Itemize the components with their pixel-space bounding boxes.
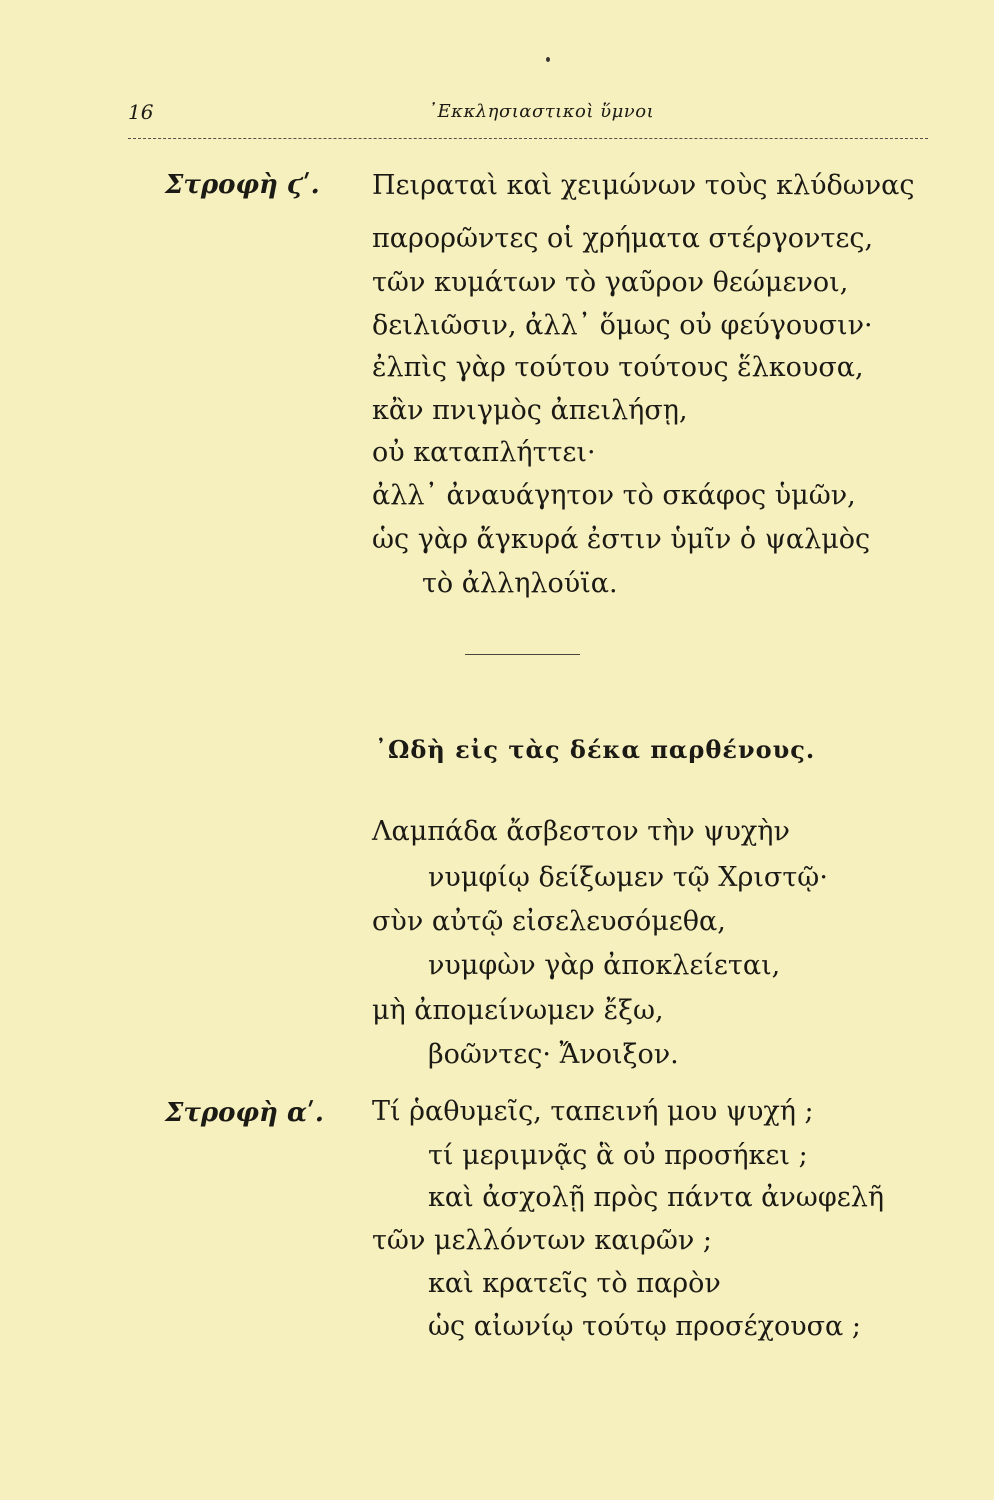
verse-line: τῶν κυμάτων τὸ γαῦρον θεώμενοι, bbox=[372, 267, 849, 298]
verse-line: καὶ ἀσχολῇ πρὸς πάντα ἀνωφελῆ bbox=[428, 1182, 884, 1213]
verse-line: ὡς αἰωνίῳ τούτῳ προσέχουσα ; bbox=[428, 1311, 861, 1342]
strophe-6-label: Στροφὴ ϛʹ. bbox=[165, 170, 320, 200]
verse-line: Τί ῥαθυμεῖς, ταπεινή μου ψυχή ; bbox=[372, 1096, 814, 1127]
page-number: 16 bbox=[128, 100, 154, 124]
verse-line: παρορῶντες οἱ χρήματα στέργοντες, bbox=[372, 223, 874, 254]
verse-line: τί μεριμνᾷς ἃ οὐ προσήκει ; bbox=[428, 1140, 808, 1171]
verse-line: νυμφίῳ δείξωμεν τῷ Χριστῷ· bbox=[428, 862, 828, 893]
verse-line: τὸ ἀλληλούϊα. bbox=[422, 568, 618, 599]
verse-line: Λαμπάδα ἄσβεστον τὴν ψυχὴν bbox=[372, 816, 790, 847]
ode-heading: ᾿Ωδὴ εἰς τὰς δέκα παρθένους. bbox=[375, 735, 816, 764]
verse-line: μὴ ἀπομείνωμεν ἔξω, bbox=[372, 995, 664, 1026]
verse-line: καὶ κρατεῖς τὸ παρὸν bbox=[428, 1268, 721, 1299]
verse-line: ἀλλ᾿ ἀναυάγητον τὸ σκάφος ὑμῶν, bbox=[372, 480, 856, 511]
ink-speck-mark bbox=[546, 57, 550, 62]
verse-line: σὺν αὐτῷ εἰσελευσόμεθα, bbox=[372, 906, 726, 937]
verse-line: βοῶντες· Ἄνοιξον. bbox=[428, 1039, 679, 1070]
verse-line: τῶν μελλόντων καιρῶν ; bbox=[372, 1225, 713, 1256]
verse-line: δειλιῶσιν, ἀλλ᾿ ὅμως οὐ φεύγουσιν· bbox=[372, 310, 873, 341]
verse-line: ἐλπὶς γὰρ τούτου τούτους ἕλκουσα, bbox=[372, 352, 864, 383]
verse-line: οὐ καταπλήττει· bbox=[372, 437, 596, 468]
running-title: ᾿Εκκλησιαστικοὶ ὕμνοι bbox=[428, 101, 655, 122]
verse-line: κἂν πνιγμὸς ἀπειλήσῃ, bbox=[372, 395, 688, 426]
header-rule bbox=[128, 138, 928, 139]
section-divider bbox=[465, 654, 580, 655]
strophe-1-label: Στροφὴ αʹ. bbox=[165, 1098, 324, 1128]
verse-line: ὡς γὰρ ἄγκυρά ἐστιν ὑμῖν ὁ ψαλμὸς bbox=[372, 524, 871, 555]
verse-line: Πειραταὶ καὶ χειμώνων τοὺς κλύδωνας bbox=[372, 170, 915, 201]
verse-line: νυμφὼν γὰρ ἀποκλείεται, bbox=[428, 950, 781, 981]
